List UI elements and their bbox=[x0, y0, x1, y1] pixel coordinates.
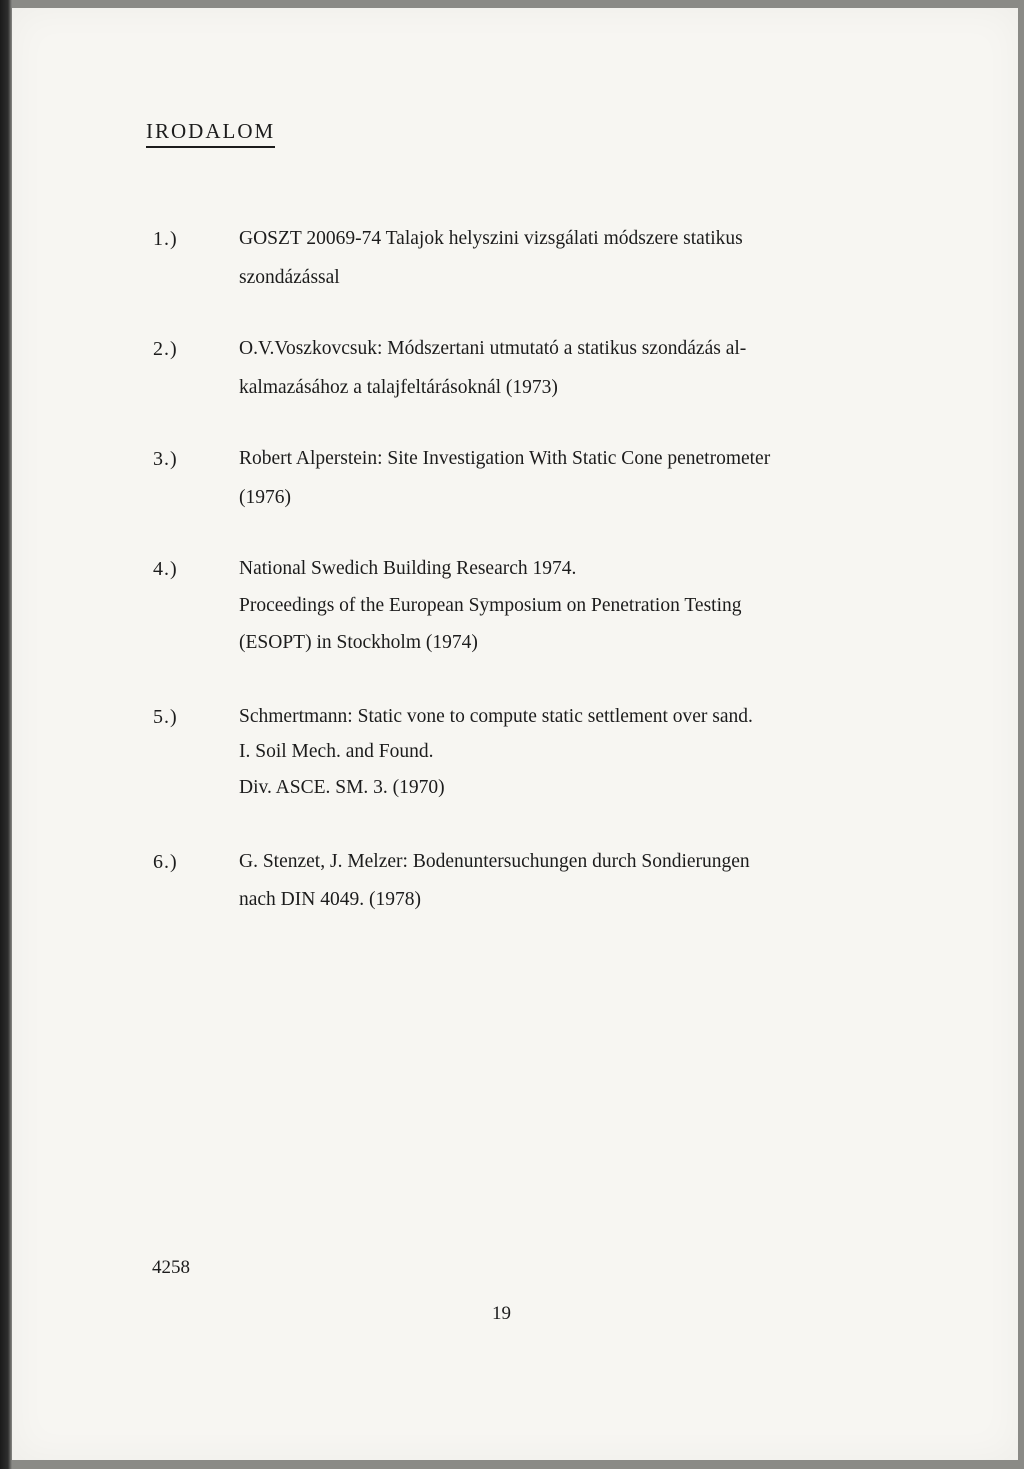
page-title: IRODALOM bbox=[146, 118, 275, 148]
reference-text-line: Schmertmann: Static vone to compute static settlement over sand. bbox=[239, 706, 753, 727]
reference-text-line: Div. ASCE. SM. 3. (1970) bbox=[239, 777, 445, 798]
reference-text-line: kalmazásához a talajfeltárásoknál (1973) bbox=[239, 377, 558, 398]
reference-number: 6.) bbox=[153, 851, 178, 873]
reference-number: 4.) bbox=[153, 558, 178, 580]
reference-text-line: (1976) bbox=[239, 487, 291, 508]
reference-text-line: (ESOPT) in Stockholm (1974) bbox=[239, 632, 478, 653]
reference-text-line: National Swedich Building Research 1974. bbox=[239, 558, 577, 579]
reference-number: 3.) bbox=[153, 448, 178, 470]
reference-text-line: szondázással bbox=[239, 267, 340, 288]
reference-number: 5.) bbox=[153, 706, 178, 728]
reference-text-line: Proceedings of the European Symposium on Penetration Testing bbox=[239, 595, 742, 616]
page-number: 19 bbox=[492, 1303, 511, 1324]
reference-text-line: O.V.Voszkovcsuk: Módszertani utmutató a statikus szondázás al- bbox=[239, 338, 747, 359]
document-code: 4258 bbox=[152, 1257, 190, 1278]
scan-edge bbox=[0, 0, 12, 1469]
reference-text-line: I. Soil Mech. and Found. bbox=[239, 741, 434, 762]
reference-text-line: G. Stenzet, J. Melzer: Bodenuntersuchungen durch Sondierungen bbox=[239, 851, 750, 872]
reference-number: 1.) bbox=[153, 228, 178, 250]
reference-text-line: Robert Alperstein: Site Investigation With Static Cone penetrometer bbox=[239, 448, 771, 469]
reference-number: 2.) bbox=[153, 338, 178, 360]
reference-text-line: GOSZT 20069-74 Talajok helyszini vizsgálati módszere statikus bbox=[239, 228, 743, 249]
reference-text-line: nach DIN 4049. (1978) bbox=[239, 889, 421, 910]
